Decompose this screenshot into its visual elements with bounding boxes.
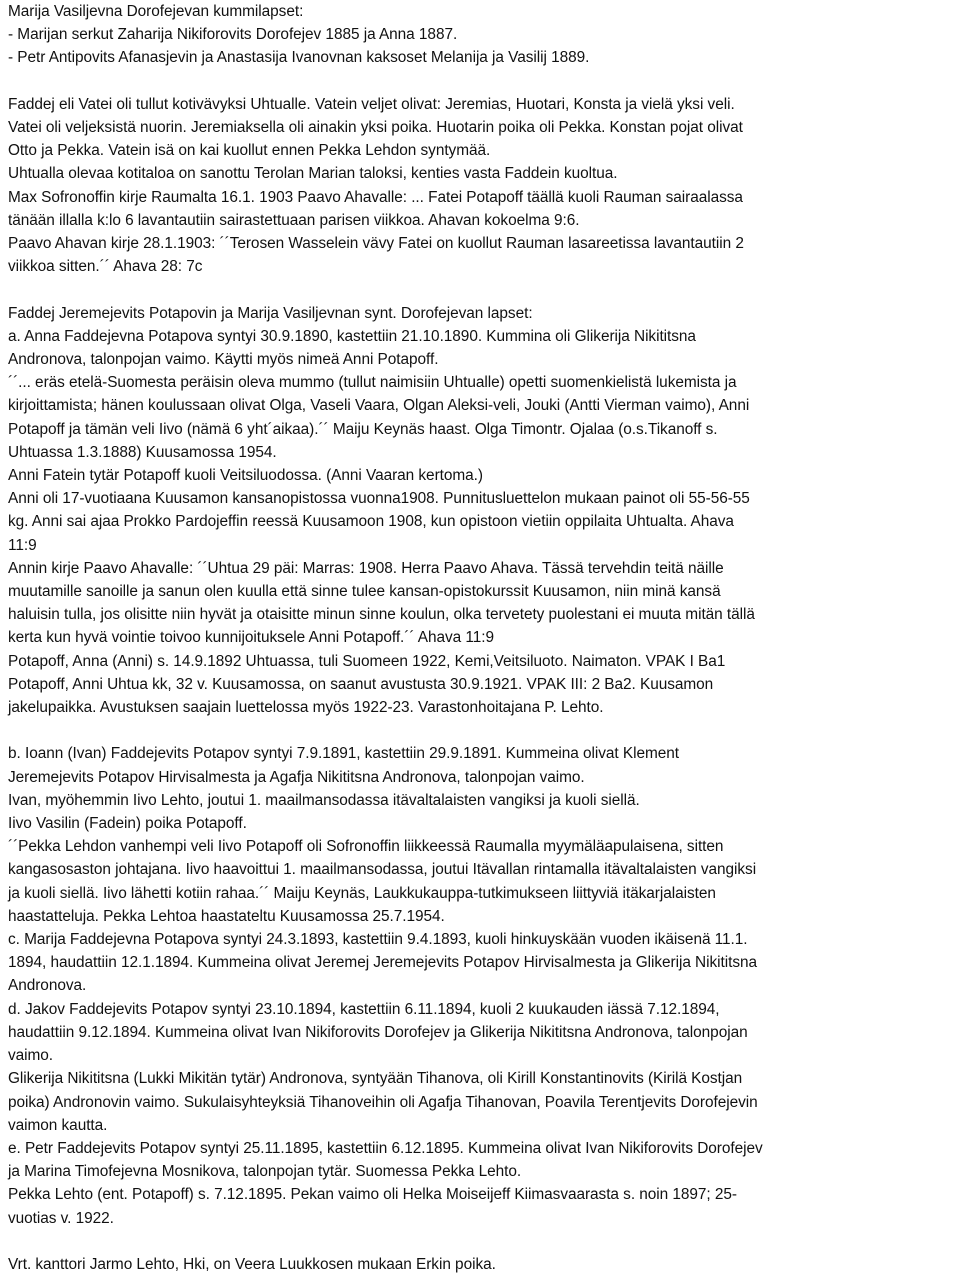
text-line: viikkoa sitten.´´ Ahava 28: 7c <box>8 258 203 276</box>
text-line: tänään illalla k:lo 6 lavantautiin sairastettuaan parisen viikkoa. Ahavan kokoelma 9:6. <box>8 211 580 229</box>
text-line: Max Sofronoffin kirje Raumalta 16.1. 1903 Paavo Ahavalle: ... Fatei Potapoff täällä kuoli Rauman sairaalassa <box>8 188 743 206</box>
paragraph-gap <box>8 719 946 742</box>
text-line: c. Marija Faddejevna Potapova syntyi 24.3.1893, kastettiin 9.4.1893, kuoli hinkuyskään vuoden ikäisenä 11.1. <box>8 931 748 949</box>
text-line: Pekka Lehto (ent. Potapoff) s. 7.12.1895. Pekan vaimo oli Helka Moiseijeff Kiimasvaarasta s. noin 1897; 25- <box>8 1186 737 1204</box>
text-line: Paavo Ahavan kirje 28.1.1903: ´´Terosen Wasselein vävy Fatei on kuollut Rauman lasareetissa lavantautiin 2 <box>8 235 744 253</box>
text-line: 11:9 <box>8 536 37 554</box>
text-line: Otto ja Pekka. Vatein isä on kai kuollut ennen Pekka Lehdon syntymää. <box>8 142 491 160</box>
child-jakov-section <box>8 998 946 1137</box>
child-marija-section <box>8 928 946 998</box>
godchildren-section <box>8 0 946 70</box>
paragraph-gap <box>8 278 946 301</box>
text-line: haudattiin 9.12.1894. Kummeina olivat Ivan Nikiforovits Dorofejev ja Glikerija Nikititsna Andronova, talonpojan <box>8 1023 748 1041</box>
text-line: Faddej Jeremejevits Potapovin ja Marija Vasiljevnan synt. Dorofejevan lapset: <box>8 304 533 322</box>
text-line: Annin kirje Paavo Ahavalle: ´´Uhtua 29 päi: Marras: 1908. Herra Paavo Ahava. Tässä tervehdin teitä näille <box>8 559 724 577</box>
text-line: ja Marina Timofejevna Mosnikova, talonpojan tytär. Suomessa Pekka Lehto. <box>8 1163 522 1181</box>
text-line: Andronova, talonpojan vaimo. Käytti myös nimeä Anni Potapoff. <box>8 351 439 369</box>
text-line: ´´Pekka Lehdon vanhempi veli Iivo Potapoff oli Sofronoffin liikkeessä Raumalla myymäläapulaisena, sitten <box>8 838 724 856</box>
text-line: d. Jakov Faddejevits Potapov syntyi 23.10.1894, kastettiin 6.11.1894, kuoli 2 kuukauden iässä 7.12.1894, <box>8 1000 720 1018</box>
text-line: ´´... eräs etelä-Suomesta peräisin oleva mummo (tullut naimisiin Uhtualle) opetti suomenkielistä lukemista ja <box>8 374 737 392</box>
text-line: ja kuoli siellä. Iivo lähetti kotiin rahaa.´´ Maiju Keynäs, Laukkukauppa-tutkimukseen liittyviä itäkarjalaisten <box>8 884 716 902</box>
text-line: Potapoff ja tämän veli Iivo (nämä 6 yht´aikaa).´´ Maiju Keynäs haast. Olga Timontr. Ojalaa (o.s.Tikanoff s. <box>8 420 718 438</box>
child-ioann-section <box>8 742 946 928</box>
paragraph-gap <box>8 70 946 93</box>
text-line: haluisin tulla, jos olisitte niin hyvät ja otaisitte minun sinne koulun, olka tervetety puolestani ei muuta mitän tällä <box>8 606 755 624</box>
text-line: muutamille sanoille ja sanun olen kuulla että sinne tulee kansan-opistokurssit Kuusamon, niin minä kansä <box>8 583 721 601</box>
text-line: Iivo Vasilin (Fadein) poika Potapoff. <box>8 815 247 833</box>
text-line: Anni oli 17-vuotiaana Kuusamon kansanopistossa vuonna1908. Punnitusluettelon mukaan painot oli 55-56-55 <box>8 490 750 508</box>
text-line: vaimon kautta. <box>8 1116 108 1134</box>
text-line: Vatei oli veljeksistä nuorin. Jeremiaksella oli ainakin yksi poika. Huotarin poika oli Pekka. Konstan pojat olivat <box>8 119 743 136</box>
text-line: vaimo. <box>8 1047 54 1065</box>
text-line: Potapoff, Anna (Anni) s. 14.9.1892 Uhtuassa, tuli Suomeen 1922, Kemi,Veitsiluoto. Naimaton. VPAK I Ba1 <box>8 652 726 670</box>
footer-note <box>8 1253 946 1276</box>
text-line: a. Anna Faddejevna Potapova syntyi 30.9.1890, kastettiin 21.10.1890. Kummina oli Glikerija Nikititsna <box>8 327 696 345</box>
text-line: Anni Fatein tytär Potapoff kuoli Veitsiluodossa. (Anni Vaaran kertoma.) <box>8 467 483 485</box>
text-line: b. Ioann (Ivan) Faddejevits Potapov syntyi 7.9.1891, kastettiin 29.9.1891. Kummeina olivat Klement <box>8 745 679 763</box>
text-line: Vrt. kanttori Jarmo Lehto, Hki, on Veera Luukkosen mukaan Erkin poika. <box>8 1255 496 1273</box>
text-line: Potapoff, Anni Uhtua kk, 32 v. Kuusamossa, on saanut avustusta 30.9.1921. VPAK III: 2 Ba2. Kuusamon <box>8 675 714 693</box>
child-anna-section <box>8 325 946 719</box>
paragraph-gap <box>8 1230 946 1253</box>
text-line: Uhtualla olevaa kotitaloa on sanottu Terolan Marian taloksi, kenties vasta Faddein kuoltua. <box>8 165 618 183</box>
faddej-section <box>8 93 946 279</box>
text-line: jakelupaikka. Avustuksen saajain luettelossa myös 1922-23. Varastonhoitajana P. Lehto. <box>8 699 604 717</box>
text-line: Andronova. <box>8 977 87 995</box>
text-line: kangasosaston johtajana. Iivo haavoittui 1. maailmansodassa, joutui Itävallan rintamalla itävaltalaisten vangiksi <box>8 861 757 879</box>
text-line: Jeremejevits Potapov Hirvisalmesta ja Agafja Nikititsna Andronova, talonpojan vaimo. <box>8 768 585 786</box>
text-line: Marija Vasiljevna Dorofejevan kummilapset: <box>8 3 304 20</box>
child-petr-section <box>8 1137 946 1230</box>
text-line: - Petr Antipovits Afanasjevin ja Anastasija Ivanovnan kaksoset Melanija ja Vasilij 1889. <box>8 49 590 67</box>
text-line: 1894, haudattiin 12.1.1894. Kummeina olivat Jeremej Jeremejevits Potapov Hirvisalmesta ja Glikerija Nikititsna <box>8 954 757 972</box>
text-line: e. Petr Faddejevits Potapov syntyi 25.11.1895, kastettiin 6.12.1895. Kummeina olivat Ivan Nikiforovits Dorofejev <box>8 1139 763 1157</box>
children-intro <box>8 302 946 325</box>
text-line: kg. Anni sai ajaa Prokko Pardojeffin reessä Kuusamoon 1908, kun opistoon vietiin oppilaita Uhtualta. Ahava <box>8 513 734 531</box>
text-line: vuotias v. 1922. <box>8 1209 114 1227</box>
text-line: Glikerija Nikititsna (Lukki Mikitän tytär) Andronova, syntyään Tihanova, oli Kirill Konstantinovits (Kirilä Kostjan <box>8 1070 743 1088</box>
text-line: kerta kun hyvä vointie toivoo kunnijoituksele Anni Potapoff.´´ Ahava 11:9 <box>8 629 495 647</box>
text-line: Faddej eli Vatei oli tullut kotivävyksi Uhtualle. Vatein veljet olivat: Jeremias, Huotari, Konsta ja vielä yksi veli. <box>8 95 735 113</box>
text-line: poika) Andronovin vaimo. Sukulaisyhteyksiä Tihanoveihin oli Agafja Tihanovan, Poavila Terentjevits Dorofejevin <box>8 1093 758 1111</box>
text-line: kirjoittamista; hänen koulussaan olivat Olga, Vaseli Vaara, Olgan Aleksi-veli, Jouki (Antti Vierman vaimo), Anni <box>8 397 750 415</box>
text-line: - Marijan serkut Zaharija Nikiforovits Dorofejev 1885 ja Anna 1887. <box>8 26 458 44</box>
text-line: Ivan, myöhemmin Iivo Lehto, joutui 1. maailmansodassa itävaltalaisten vangiksi ja kuoli siellä. <box>8 791 640 809</box>
text-line: Uhtuassa 1.3.1888) Kuusamossa 1954. <box>8 443 277 461</box>
text-line: haastatteluja. Pekka Lehtoa haastateltu Kuusamossa 25.7.1954. <box>8 907 445 925</box>
